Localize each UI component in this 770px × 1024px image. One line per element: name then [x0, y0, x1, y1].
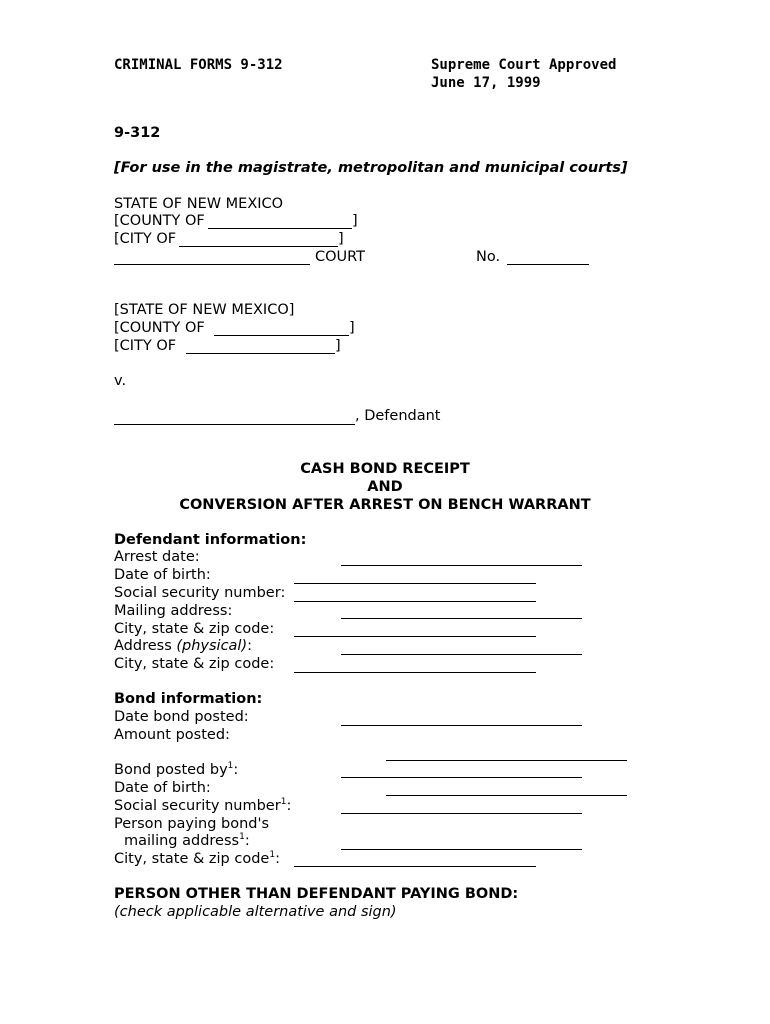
party-county-field[interactable] — [214, 335, 349, 336]
court-city-close: ] — [338, 231, 344, 247]
posted-by-text: Bond posted by — [114, 762, 228, 778]
title-line3: CONVERSION AFTER ARREST ON BENCH WARRANT — [179, 497, 591, 513]
court-label: COURT — [315, 249, 366, 265]
party-state: [STATE OF NEW MEXICO] — [114, 302, 295, 318]
approval-text: Supreme Court Approved — [431, 57, 617, 73]
mailing-field[interactable] — [341, 618, 582, 619]
court-name-field[interactable] — [114, 264, 310, 265]
bond-city-label — [114, 851, 280, 868]
city2-field[interactable] — [294, 672, 536, 673]
ssn-label: Social security number: — [114, 585, 286, 601]
address-label-italic: (physical) — [176, 638, 248, 654]
payer-mailing-text: mailing address — [124, 833, 240, 849]
bond-dob-field[interactable] — [386, 795, 627, 796]
court-county-label: [COUNTY OF — [114, 213, 205, 229]
colon: : — [244, 833, 250, 849]
party-city-field[interactable] — [186, 353, 335, 354]
posted-by-field[interactable] — [341, 777, 582, 778]
amount-label: Amount posted: — [114, 727, 230, 743]
bond-dob-label: Date of birth: — [114, 780, 211, 796]
payer-label-line2 — [124, 833, 250, 850]
party-city-close: ] — [335, 338, 341, 354]
payer-label-line1: Person paying bond's — [114, 816, 270, 832]
form-number: 9-312 — [114, 125, 161, 141]
city1-field[interactable] — [294, 636, 536, 637]
colon: : — [233, 762, 239, 778]
city1-label: City, state & zip code: — [114, 621, 275, 637]
footnote-mark: 1 — [227, 761, 234, 771]
address-label — [114, 638, 252, 655]
mailing-label: Mailing address: — [114, 603, 233, 619]
case-number-label: No. — [476, 249, 501, 265]
party-city-label: [CITY OF — [114, 338, 177, 354]
court-city-label: [CITY OF — [114, 231, 177, 247]
arrest-date-field[interactable] — [341, 565, 582, 566]
defendant-name-field[interactable] — [114, 424, 355, 425]
court-county-close: ] — [352, 213, 358, 229]
address-label-prefix: Address — [114, 638, 177, 654]
title-line2: AND — [367, 479, 403, 495]
footnote-mark: 1 — [239, 832, 245, 842]
footnote-mark: 1 — [269, 850, 276, 860]
case-number-field[interactable] — [507, 264, 589, 265]
posted-by-label — [114, 762, 238, 779]
other-payer-heading: PERSON OTHER THAN DEFENDANT PAYING BOND: — [114, 886, 519, 902]
colon: : — [275, 851, 280, 867]
court-county-field[interactable] — [208, 228, 352, 229]
bond-ssn-label — [114, 798, 291, 815]
arrest-date-label: Arrest date: — [114, 549, 200, 565]
bond-ssn-text: Social security number — [114, 798, 281, 814]
defendant-label: , Defendant — [355, 408, 441, 424]
other-payer-instruction: (check applicable alternative and sign) — [114, 904, 397, 920]
address-label-suffix: : — [247, 638, 253, 654]
versus: v. — [114, 373, 127, 389]
form-id: CRIMINAL FORMS 9-312 — [114, 57, 283, 73]
ssn-field[interactable] — [294, 601, 536, 602]
dob-field[interactable] — [294, 583, 536, 584]
bond-city-field[interactable] — [294, 866, 536, 867]
footnote-mark: 1 — [280, 797, 287, 807]
city2-label: City, state & zip code: — [114, 656, 275, 672]
defendant-info-heading: Defendant information: — [114, 532, 307, 548]
dob-label: Date of birth: — [114, 567, 211, 583]
date-posted-field[interactable] — [341, 725, 582, 726]
address-field[interactable] — [341, 654, 582, 655]
usage-note: [For use in the magistrate, metropolitan and municipal courts] — [114, 160, 628, 176]
date-posted-label: Date bond posted: — [114, 709, 249, 725]
bond-city-text: City, state & zip code — [114, 851, 270, 867]
party-county-label: [COUNTY OF — [114, 320, 205, 336]
court-city-field[interactable] — [179, 246, 338, 247]
court-state: STATE OF NEW MEXICO — [114, 196, 284, 212]
amount-field[interactable] — [386, 760, 627, 761]
colon: : — [286, 798, 292, 814]
approval-date: June 17, 1999 — [431, 75, 541, 91]
title-line1: CASH BOND RECEIPT — [300, 461, 470, 477]
payer-mailing-field[interactable] — [341, 849, 582, 850]
party-county-close: ] — [349, 320, 355, 336]
bond-info-heading: Bond information: — [114, 691, 263, 707]
bond-ssn-field[interactable] — [341, 813, 582, 814]
